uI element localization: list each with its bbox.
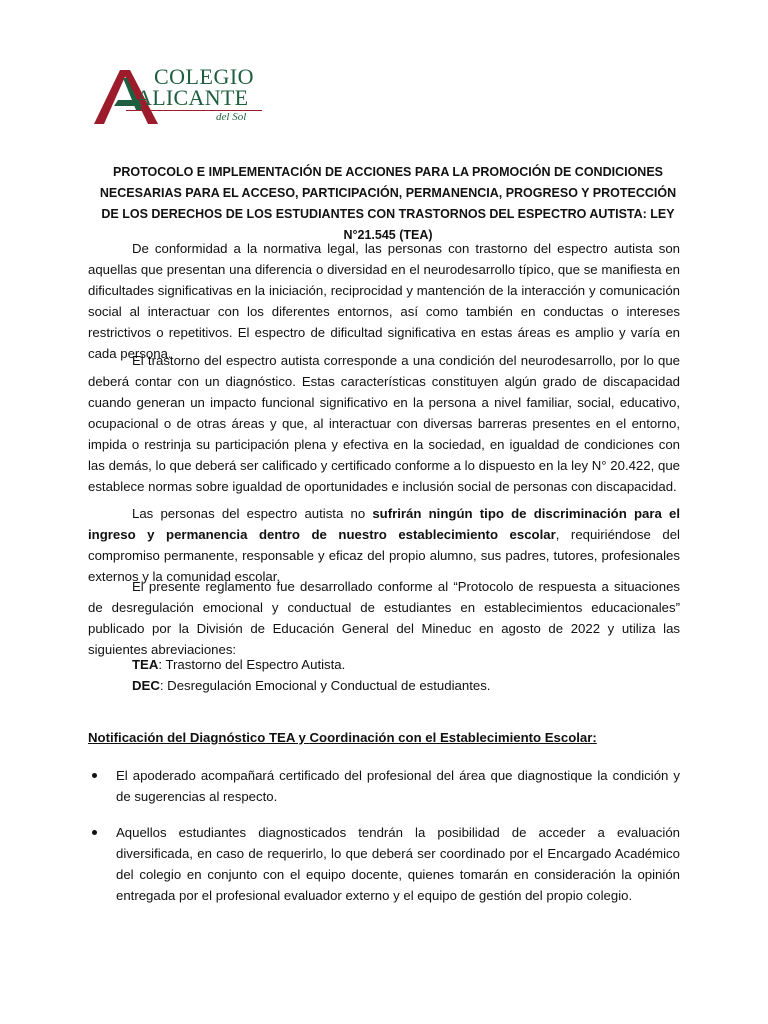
abbreviation-item <box>132 654 672 675</box>
section-heading <box>88 727 597 748</box>
abbreviation-list <box>132 654 672 696</box>
paragraph-definition: De conformidad a la normativa legal, las personas con trastorno del espectro autista son aquellas que presentan una diferencia o diversidad en el neurodesarrollo típico, que se manifiesta en dificultades significativas en la iniciación, reciprocidad y mantención de la interacción y comunicación social al interactuar con los diferentes entornos, así como también en conductas o intereses restrictivos o repetitivos. El espectro de dificultad significativa en estas áreas es amplio y varía en cada persona. <box>88 241 680 361</box>
paragraph-text: , requiriéndose del compromiso permanente, responsable y eficaz del propio alumno, sus padres, tutores, profesionales externos y la comunidad escolar. <box>88 527 680 584</box>
logo-text-colegio: COLEGIO <box>154 64 255 89</box>
bullet-icon <box>92 773 97 778</box>
section-heading-text: Notificación del Diagnóstico TEA y Coordinación con el Establecimiento Escolar <box>88 730 593 745</box>
abbreviation-meaning: : Trastorno del Espectro Autista. <box>158 657 346 672</box>
emphasis-text: sufrirán ningún tipo de discriminación para el ingreso y permanencia dentro de nuestro establecimiento escolar <box>88 506 680 542</box>
abbreviation-item <box>132 675 672 696</box>
list-item-text: Aquellos estudiantes diagnosticados tendrán la posibilidad de acceder a evaluación diversificada, en caso de requerirlo, lo que deberá ser coordinado por el Encargado Académico del colegio en conjunto con el equipo docente, quienes tomarán en consideración la opinión entregada por el profesional evaluador externo y el equipo de gestión del propio colegio. <box>116 825 680 903</box>
abbreviation-term: DEC <box>132 678 160 693</box>
abbreviation-term: TEA <box>132 657 159 672</box>
paragraph-diagnosis: El trastorno del espectro autista corresponde a una condición del neurodesarrollo, por lo que deberá contar con un diagnóstico. Estas características constituyen algún grado de discapacidad cuando generan un impacto funcional significativo en la persona a nivel familiar, social, educativo, ocupacional o de otras áreas y que, al interactuar con diversas barreras presentes en el entorno, impida o restrinja su participación plena y efectiva en la sociedad, en igualdad de condiciones con las demás, lo que deberá ser calificado y certificado conforme a lo dispuesto en la ley N° 20.422, que establece normas sobre igualdad de oportunidades e inclusión social de personas con discapacidad. <box>88 353 680 494</box>
paragraph-text: Las personas del espectro autista no <box>132 506 373 521</box>
list-item <box>88 822 680 906</box>
school-logo <box>92 66 272 130</box>
logo-text-alicante: ALICANTE <box>136 85 249 110</box>
list-item-text: El apoderado acompañará certificado del profesional del área que diagnostique la condición y de sugerencias al respecto. <box>116 768 680 804</box>
bullet-icon <box>92 830 97 835</box>
paragraph-non-discrimination <box>88 503 680 587</box>
abbreviation-meaning: : Desregulación Emocional y Conductual de estudiantes. <box>159 678 491 693</box>
logo-tagline: del Sol <box>216 111 247 123</box>
list-item <box>88 765 680 807</box>
section-heading-colon: : <box>592 730 597 745</box>
paragraph-regulation: El presente reglamento fue desarrollado conforme al “Protocolo de respuesta a situaciones de desregulación emocional y conductual de estudiantes en establecimientos educacionales” publicado por la División de Educación General del Mineduc en agosto de 2022 y utiliza las siguientes abreviaciones: <box>88 579 680 657</box>
document-title: PROTOCOLO E IMPLEMENTACIÓN DE ACCIONES PARA LA PROMOCIÓN DE CONDICIONES NECESARIAS PARA EL ACCESO, PARTICIPACIÓN, PERMANENCIA, PROGRESO Y PROTECCIÓN DE LOS DERECHOS DE LOS ESTUDIANTES CON TRASTORNOS DEL ESPECTRO AUTISTA: LEY N°21.545 (TEA) <box>99 165 677 242</box>
